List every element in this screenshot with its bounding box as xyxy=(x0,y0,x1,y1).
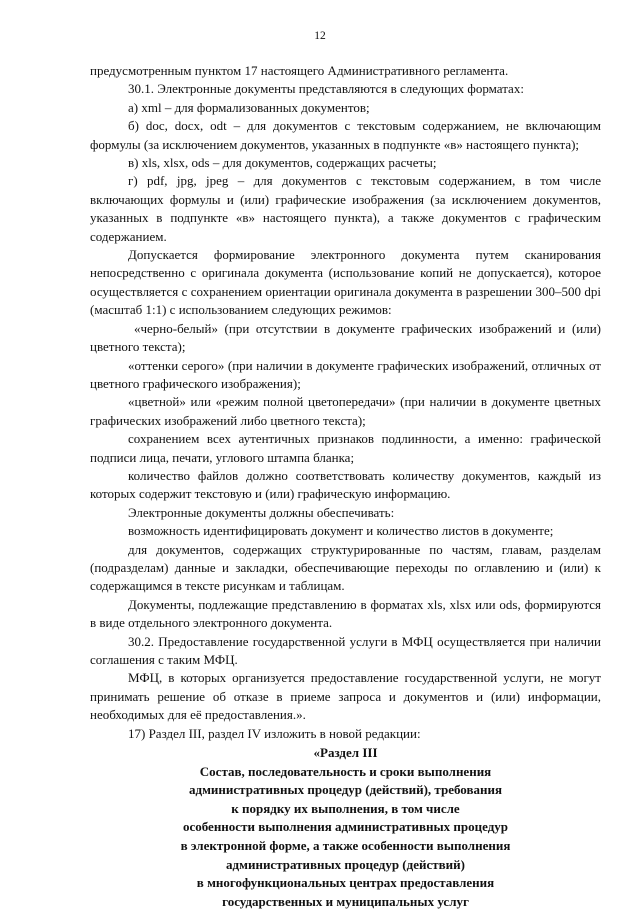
paragraph: Допускается формирование электронного документа путем сканирования непосредственно с оригинала документа (использование копий не допускается), которое осуществляется с сохранением ориентации оригинала документа в разрешении 300–500 dpi (масштаб 1:1) с использованием следующих режимов: xyxy=(90,247,601,318)
list-item: г) pdf, jpg, jpeg – для документов с текстовым содержанием, в том числе включающих формулы и (или) графические изображения (за исключением документов, указанных в подпункте «в» настоящего пункта), а также документов с графическим содержанием. xyxy=(90,173,601,244)
list-item: «оттенки серого» (при наличии в документе графических изображений, отличных от цветного графического изображения); xyxy=(90,357,601,391)
list-item: «цветной» или «режим полной цветопередачи» (при наличии в документе цветных графических изображений либо цветного текста); xyxy=(90,394,601,428)
section-heading xyxy=(90,744,601,911)
section-heading-line: особенности выполнения административных процедур xyxy=(182,819,509,835)
section-heading-line: Состав, последовательность и сроки выполнения xyxy=(199,763,492,779)
list-item: б) doc, docx, odt – для документов с текстовым содержанием, не включающим формулы (за исключением документов, указанных в подпункте «в» настоящего пункта); xyxy=(90,118,601,152)
paragraph: 30.2. Предоставление государственной услуги в МФЦ осуществляется при наличии соглашения с таким МФЦ. xyxy=(90,633,601,667)
list-item: в) xls, xlsx, ods – для документов, содержащих расчеты; xyxy=(128,155,437,171)
paragraph: 17) Раздел III, раздел IV изложить в новой редакции: xyxy=(128,725,421,741)
section-heading-line: административных процедур (действий), требования xyxy=(189,782,502,798)
paragraph: 30.1. Электронные документы представляются в следующих форматах: xyxy=(128,81,524,97)
page-number: 12 xyxy=(314,30,326,42)
paragraph: МФЦ, в которых организуется предоставление государственной услуги, не могут принимать решение об отказе в приеме запроса и документов и (или) информации, необходимых для её предоставления.». xyxy=(90,670,601,723)
document-body xyxy=(90,62,601,911)
section-heading-line: административных процедур (действий) xyxy=(226,856,465,872)
section-heading-line: в многофункциональных центрах предоставления xyxy=(196,875,495,891)
section-heading-line: государственных и муниципальных услуг xyxy=(222,893,469,909)
list-item: сохранением всех аутентичных признаков подлинности, а именно: графической подписи лица, печати, углового штампа бланка; xyxy=(90,431,601,465)
section-heading-line: в электронной форме, а также особенности выполнения xyxy=(180,838,511,853)
list-item: для документов, содержащих структурированные по частям, главам, разделам (подразделам) данные и закладки, обеспечивающие переходы по оглавлению и (или) к содержащимся в тексте рисункам и таблицам. xyxy=(90,541,601,594)
list-item: количество файлов должно соответствовать количеству документов, каждый из которых содержит текстовую и (или) графическую информацию. xyxy=(90,467,601,502)
paragraph: предусмотренным пунктом 17 настоящего Административного регламента. xyxy=(90,63,509,78)
paragraph: Документы, подлежащие представлению в форматах xls, xlsx или ods, формируются в виде отдельного электронного документа. xyxy=(90,596,601,631)
section-heading-line: к порядку их выполнения, в том числе xyxy=(231,800,460,816)
section-heading-line: «Раздел III xyxy=(313,745,378,761)
paragraph: Электронные документы должны обеспечивать: xyxy=(128,504,395,520)
list-item: «черно-белый» (при отсутствии в документе графических изображений и (или) цветного текста); xyxy=(90,320,601,355)
list-item: а) xml – для формализованных документов; xyxy=(128,99,370,115)
list-item: возможность идентифицировать документ и количество листов в документе; xyxy=(128,523,554,539)
